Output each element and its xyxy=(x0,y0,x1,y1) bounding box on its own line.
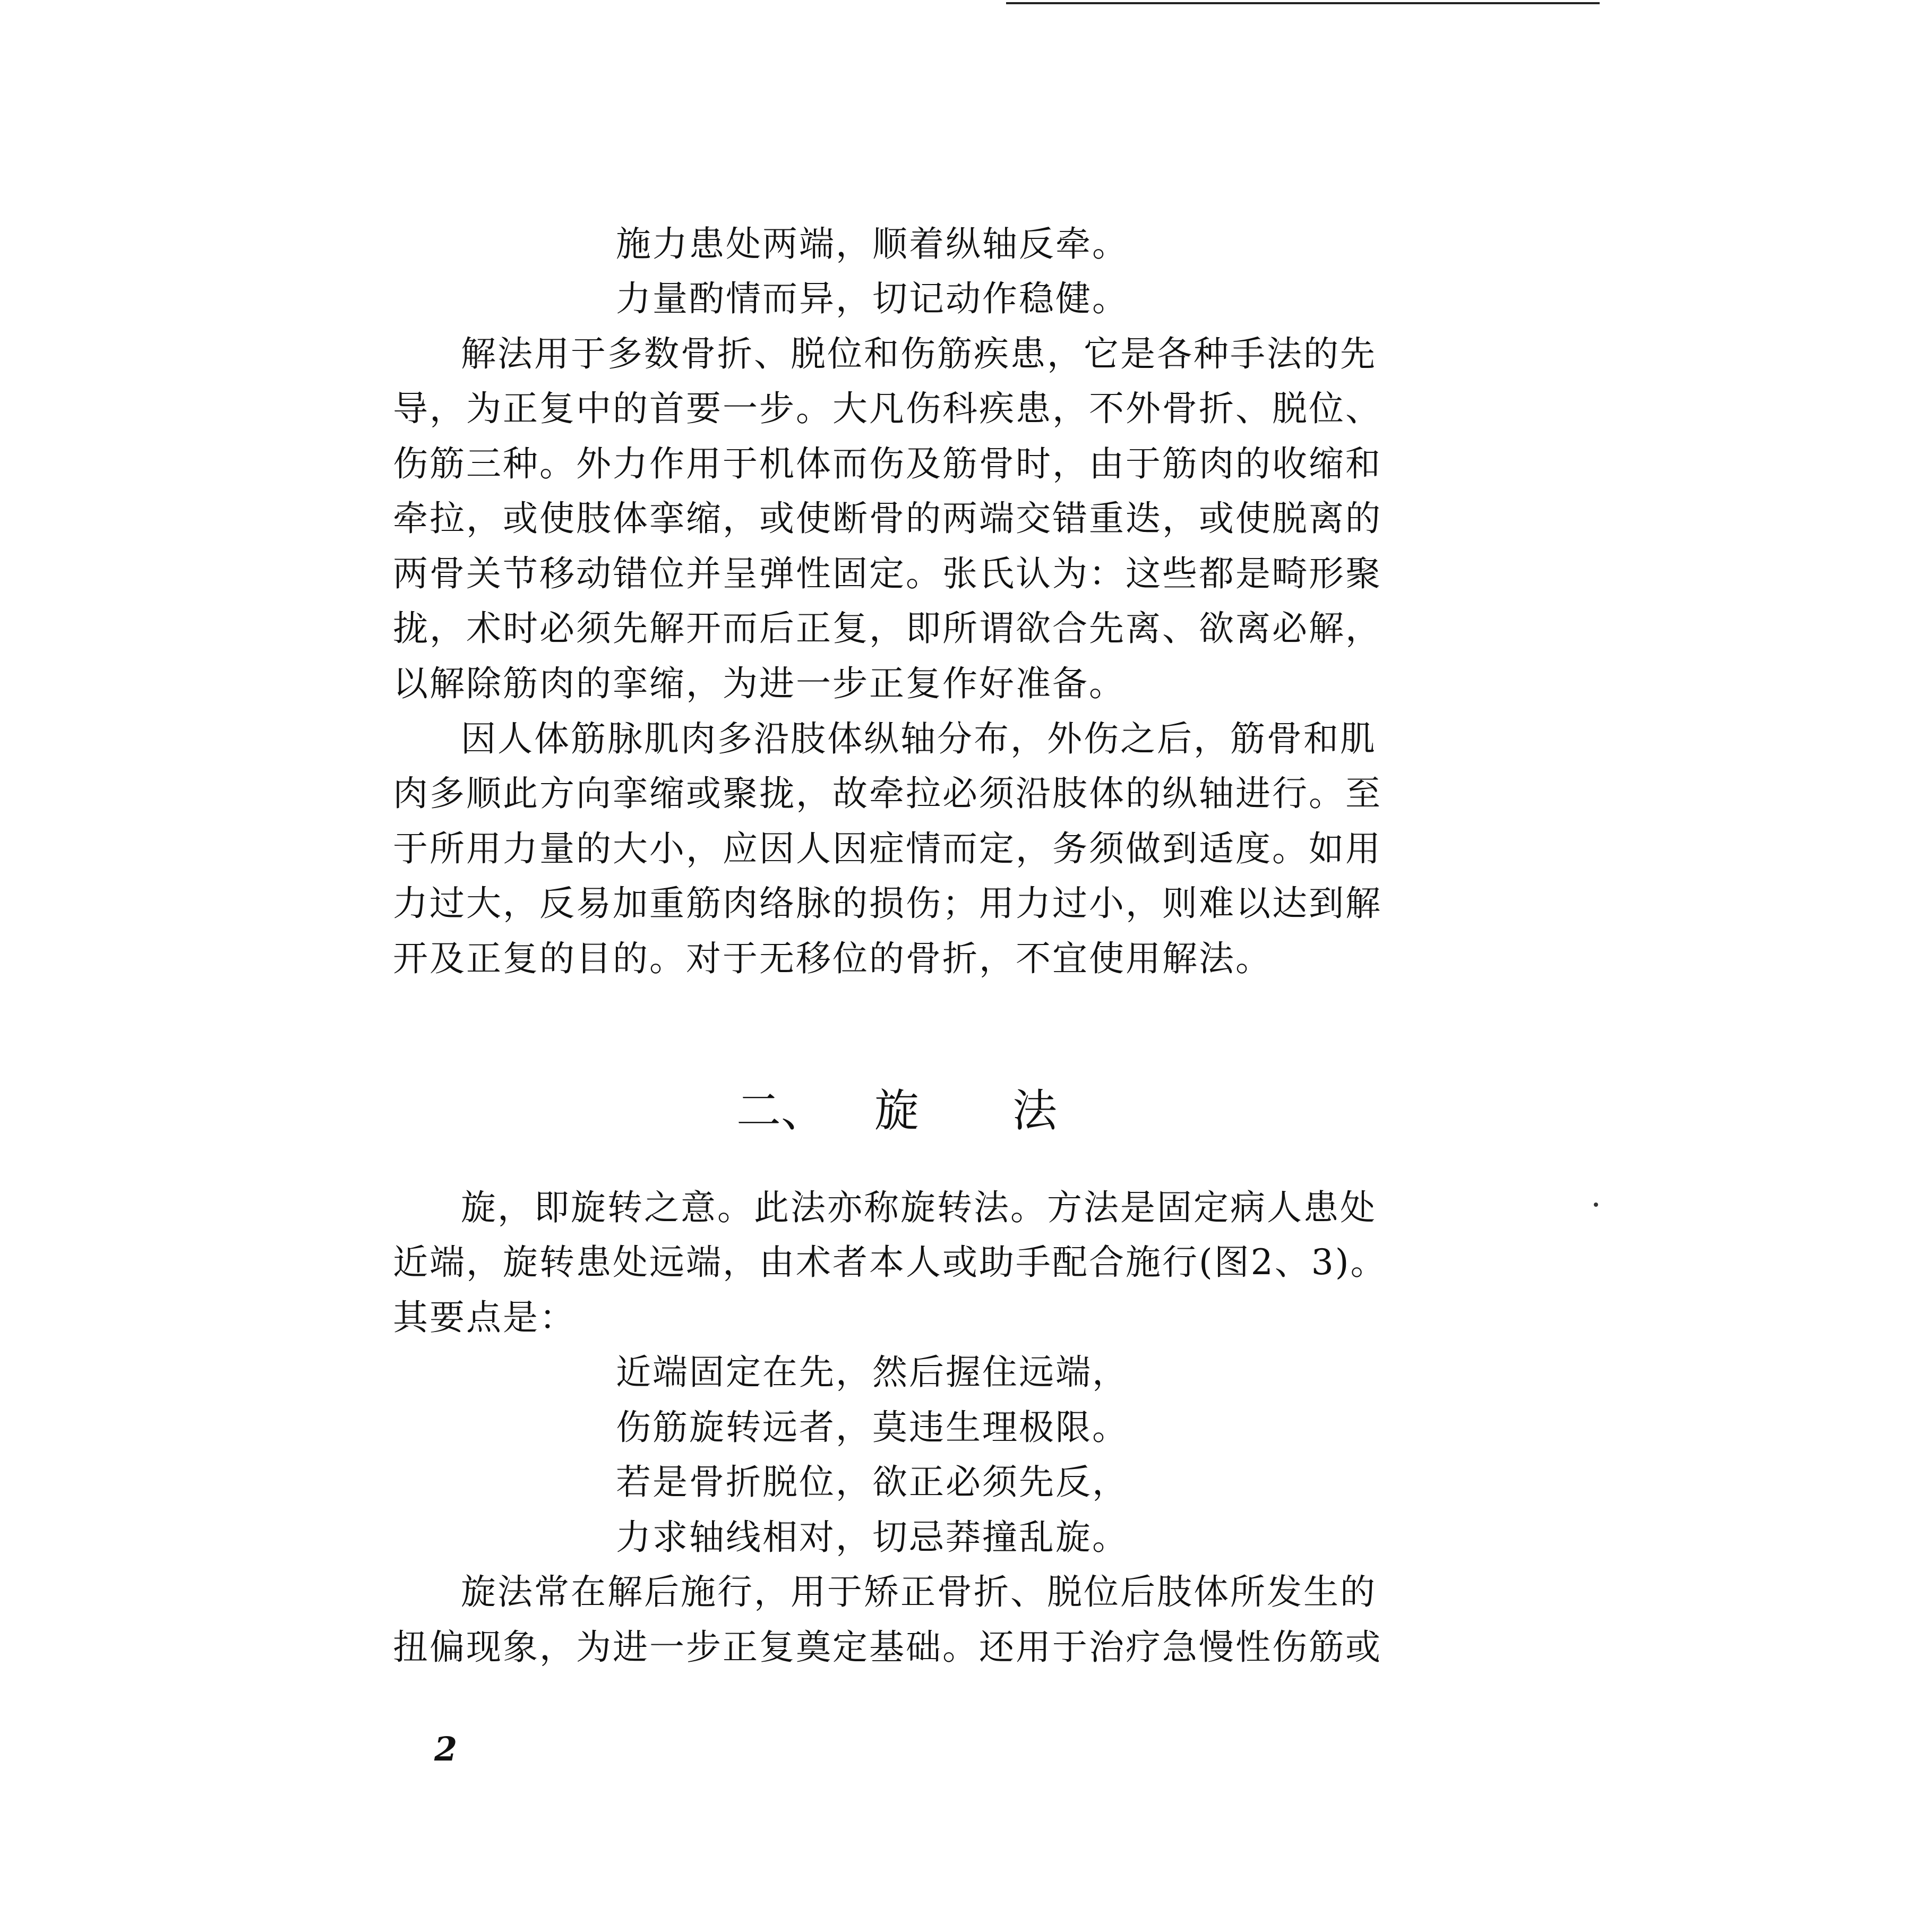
paragraph-line: 开及正复的目的。对于无移位的骨折，不宜使用解法。 xyxy=(393,938,1272,979)
section-title-char: 法 xyxy=(1012,1085,1058,1137)
top-rule xyxy=(1006,2,1600,4)
verse-line: 伤筋旋转远者，莫违生理极限。 xyxy=(616,1407,1129,1448)
verse-line: 力量酌情而异，切记动作稳健。 xyxy=(616,278,1129,319)
paragraph-line: 近端，旋转患处远端，由术者本人或助手配合施行(图2、3)。 xyxy=(393,1242,1387,1283)
paragraph-line: 牵拉，或使肢体挛缩，或使断骨的两端交错重迭，或使脱离的 xyxy=(393,498,1382,539)
verse-line: 若是骨折脱位，欲正必须先反， xyxy=(616,1462,1129,1502)
verse-line: 近端固定在先，然后握住远端， xyxy=(616,1352,1129,1393)
page-number: 2 xyxy=(434,1730,458,1768)
scan-speck xyxy=(1594,1203,1598,1207)
paragraph-line: 两骨关节移动错位并呈弹性固定。张氏认为：这些都是畸形聚 xyxy=(393,553,1382,594)
paragraph-line: 以解除筋肉的挛缩，为进一步正复作好准备。 xyxy=(393,663,1126,704)
section-title-char: 旋 xyxy=(874,1085,920,1137)
verse-line: 力求轴线相对，切忌莽撞乱旋。 xyxy=(616,1517,1129,1558)
paragraph-line: 解法用于多数骨折、脱位和伤筋疾患，它是各种手法的先 xyxy=(461,333,1377,374)
section-heading xyxy=(736,1079,1057,1143)
paragraph-line: 拢，术时必须先解开而后正复，即所谓欲合先离、欲离必解， xyxy=(393,608,1382,649)
paragraph-line: 扭偏现象，为进一步正复奠定基础。还用于治疗急慢性伤筋或 xyxy=(393,1627,1382,1668)
paragraph-line: 旋法常在解后施行，用于矫正骨折、脱位后肢体所发生的 xyxy=(461,1572,1377,1612)
section-number: 二、 xyxy=(736,1085,826,1137)
paragraph-line: 导，为正复中的首要一步。大凡伤科疾患，不外骨折、脱位、 xyxy=(393,388,1382,429)
paragraph-line: 于所用力量的大小，应因人因症情而定，务须做到适度。如用 xyxy=(393,828,1382,869)
paragraph-line: 其要点是： xyxy=(393,1297,576,1338)
paragraph-line: 因人体筋脉肌肉多沿肢体纵轴分布，外伤之后，筋骨和肌 xyxy=(461,718,1377,759)
paragraph-line: 旋，即旋转之意。此法亦称旋转法。方法是固定病人患处 xyxy=(461,1187,1377,1228)
paragraph-line: 伤筋三种。外力作用于机体而伤及筋骨时，由于筋肉的收缩和 xyxy=(393,443,1382,484)
paragraph-line: 肉多顺此方向挛缩或聚拢，故牵拉必须沿肢体的纵轴进行。至 xyxy=(393,773,1382,814)
verse-line: 施力患处两端，顺着纵轴反牵。 xyxy=(616,224,1129,264)
paragraph-line: 力过大，反易加重筋肉络脉的损伤；用力过小，则难以达到解 xyxy=(393,883,1382,924)
